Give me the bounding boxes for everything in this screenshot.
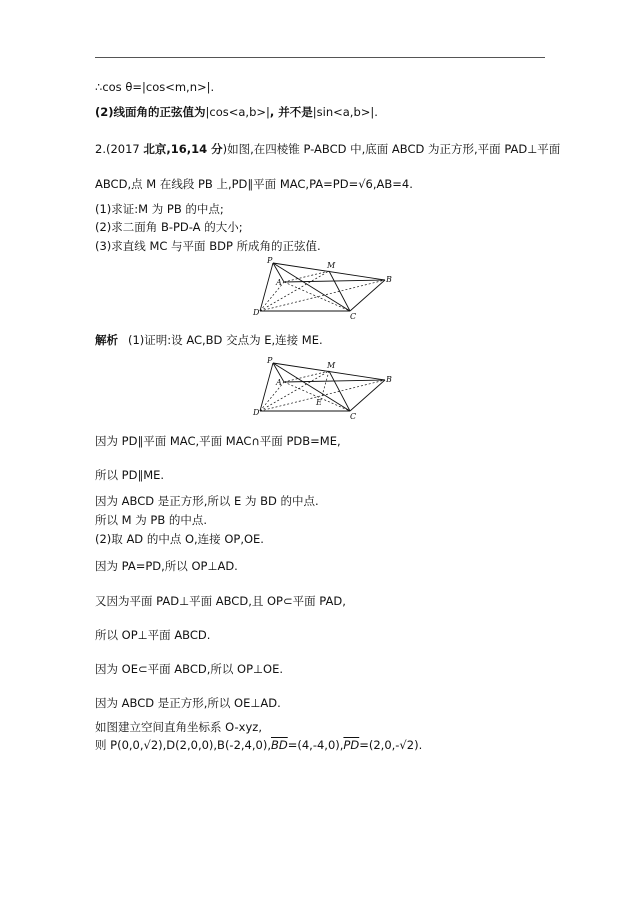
text-span: =(4,-4,0), (287, 738, 344, 752)
vector-bd: $\overline{BD}$ (270, 738, 288, 752)
solution-line-10: 因为 OE⊂平面 ABCD,所以 OP⊥OE. (95, 662, 283, 676)
figure-label: A (276, 278, 282, 287)
text-line-7: (3)求直线 MC 与平面 BDP 所成角的正弦值. (95, 239, 321, 253)
text-span: |cos<a,b>| (205, 105, 270, 119)
text-span: ,AB=4. (372, 177, 413, 191)
text-span: 2.(2017 (95, 142, 144, 156)
solution-line-3: 所以 PD∥ME. (95, 468, 165, 482)
text-span: 则 P(0,0,√2),D(2,0,0),B(-2,4,0), (95, 738, 271, 752)
text-line-1: ∴cos θ=|cos<m,n>|. (95, 80, 215, 94)
text-line-3 (95, 142, 560, 157)
header-rule (95, 57, 545, 58)
figure-label: C (350, 312, 357, 321)
text-span: (1)证明:设 AC,BD 交点为 E,连接 ME. (128, 333, 323, 347)
solution-line-9: 所以 OP⊥平面 ABCD. (95, 628, 211, 642)
figure-label: P (267, 256, 273, 265)
solution-line-7: 因为 PA=PD,所以 OP⊥AD. (95, 559, 238, 573)
pyramid-figure-1 (250, 255, 390, 320)
solution-label: 解析 (95, 333, 118, 347)
figure-label: E (316, 398, 322, 407)
vector-pd: $\overline{PD}$ (343, 738, 360, 752)
text-span: , 并不是 (269, 105, 313, 119)
figure-label: B (386, 275, 392, 284)
figure-label: M (327, 361, 336, 370)
solution-line-11: 因为 ABCD 是正方形,所以 OE⊥AD. (95, 696, 281, 710)
figure-label: A (276, 378, 282, 387)
text-span: ABCD,点 M 在线段 PB 上,PD∥平面 MAC,PA=PD= (95, 177, 359, 191)
sqrt-value: √6 (358, 177, 373, 191)
text-span: (2)线面角的正弦值为 (95, 105, 206, 119)
solution-line-1 (95, 333, 323, 348)
pyramid-figure-2 (250, 355, 390, 420)
source-label: 北京,16,14 分 (143, 142, 223, 156)
text-line-5: (1)求证:M 为 PB 的中点; (95, 202, 224, 216)
solution-line-13 (95, 738, 422, 753)
figure-label: B (386, 375, 392, 384)
solution-line-5: 所以 M 为 PB 的中点. (95, 513, 208, 527)
solution-line-12: 如图建立空间直角坐标系 O-xyz, (95, 720, 262, 734)
text-span: |sin<a,b>|. (312, 105, 378, 119)
text-line-6: (2)求二面角 B-PD-A 的大小; (95, 220, 243, 234)
text-span: )如图,在四棱锥 P-ABCD 中,底面 ABCD 为正方形,平面 PAD⊥平面 (222, 142, 561, 156)
solution-line-4: 因为 ABCD 是正方形,所以 E 为 BD 的中点. (95, 494, 319, 508)
text-line-4 (95, 177, 413, 192)
solution-line-8: 又因为平面 PAD⊥平面 ABCD,且 OP⊂平面 PAD, (95, 594, 346, 608)
text-span: =(2,0,-√2). (359, 738, 423, 752)
figure-label: C (350, 412, 357, 421)
figure-label: D (253, 308, 260, 317)
text-line-2 (95, 105, 378, 120)
figure-label: M (327, 261, 336, 270)
figure-label: P (267, 356, 273, 365)
solution-line-2: 因为 PD∥平面 MAC,平面 MAC∩平面 PDB=ME, (95, 434, 341, 448)
figure-label: D (253, 408, 260, 417)
solution-line-6: (2)取 AD 的中点 O,连接 OP,OE. (95, 532, 264, 546)
